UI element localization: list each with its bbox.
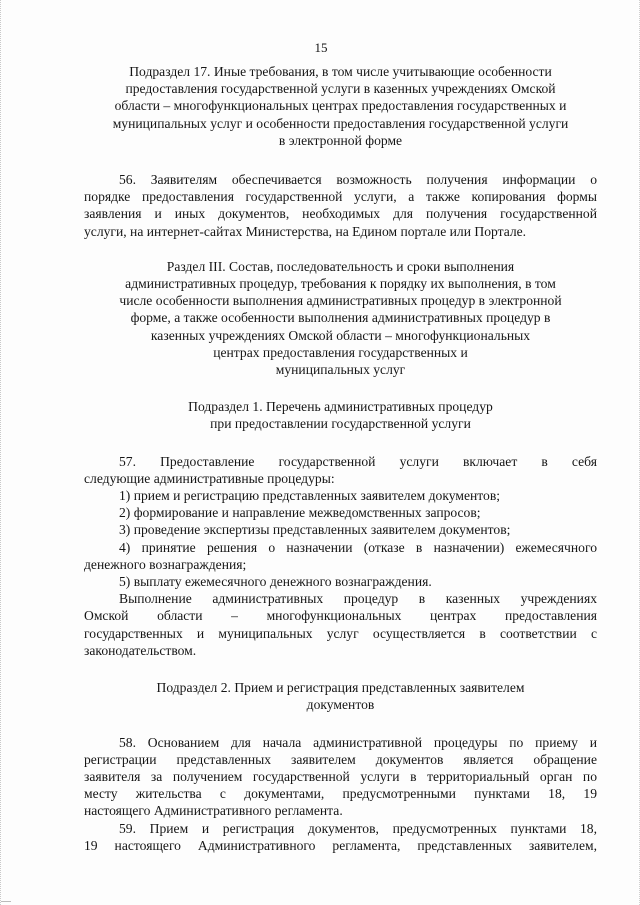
paragraph-line: государственных и муниципальных услуг осуществляется в соответствии с <box>84 625 597 641</box>
heading-line: форме, а также особенности выполнения административных процедур в <box>130 310 551 326</box>
page-number: 15 <box>314 40 328 55</box>
heading-line: числе особенности выполнения административных процедур в электронной <box>119 293 562 309</box>
paragraph-line: заявления и иных документов, необходимых для получения государственной <box>84 206 597 222</box>
paragraph-line: законодательством. <box>84 642 197 658</box>
section-3-heading <box>84 258 597 378</box>
paragraph-line: регистрации представленных заявителем документов является обращение <box>84 751 597 767</box>
heading-line: документов <box>306 697 375 713</box>
heading-line: Подраздел 1. Перечень административных процедур <box>188 399 493 415</box>
heading-line: административных процедур, требования к порядку их выполнения, в том <box>125 276 556 292</box>
heading-line: Раздел III. Состав, последовательность и сроки выполнения <box>166 258 515 274</box>
heading-line: области – многофункциональных центрах предоставления государственных и <box>114 98 567 114</box>
list-item: 1) прием и регистрацию представленных заявителем документов; <box>119 488 501 504</box>
subsection-2-heading <box>84 679 597 713</box>
paragraph-58 <box>84 734 597 820</box>
paragraph-line: Выполнение административных процедур в казенных учреждениях <box>119 591 597 607</box>
heading-line: Подраздел 17. Иные требования, в том числе учитывающие особенности <box>129 64 552 79</box>
paragraph-line: Омской области – многофункциональных центрах предоставления <box>84 608 597 624</box>
paragraph-line: месту жительства с документами, предусмотренными пунктами 18, 19 <box>84 786 597 802</box>
paragraph-line: порядке предоставления государственной услуги, а также копирования формы <box>84 189 597 205</box>
paragraph-line: услуги, на интернет-сайтах Министерства, на Едином портале или Портале. <box>84 223 527 239</box>
paragraph-56 <box>84 171 597 240</box>
subsection-17-heading <box>84 63 597 149</box>
paragraph-line: настоящего Административного регламента. <box>84 803 343 819</box>
document-body <box>84 63 597 854</box>
heading-line: муниципальных услуг <box>275 362 406 378</box>
paragraph-line: следующие административные процедуры: <box>84 470 335 486</box>
heading-line: казенных учреждениях Омской области – многофункциональных <box>150 327 531 343</box>
paragraph-line: заявителя за получением государственной услуги в территориальный орган по <box>84 768 597 784</box>
paragraph-line: 58. Основанием для начала административной процедуры по приему и <box>119 734 597 750</box>
list-item: 4) принятие решения о назначении (отказе в назначении) ежемесячного <box>119 539 597 555</box>
heading-line: при предоставлении государственной услуги <box>210 416 471 432</box>
heading-line: Подраздел 2. Прием и регистрация представленных заявителем <box>156 680 525 696</box>
scan-edge-mark <box>1 901 11 902</box>
heading-line: муниципальных услуг и особенности предоставления государственной услуги <box>112 115 569 131</box>
subsection-1-heading <box>84 398 597 432</box>
paragraph-line: 19 настоящего Административного регламента, представленных заявителем, <box>84 837 597 853</box>
list-item: 2) формирование и направление межведомственных запросов; <box>119 505 481 521</box>
heading-line: предоставления государственной услуги в казенных учреждениях Омской <box>125 81 556 97</box>
heading-line: в электронной форме <box>278 132 403 148</box>
list-item: 3) проведение экспертизы представленных заявителем документов; <box>119 522 511 538</box>
list-item: 5) выплату ежемесячного денежного вознаграждения. <box>119 574 432 590</box>
paragraph-line: 56. Заявителям обеспечивается возможность получения информации о <box>119 172 597 188</box>
list-item-continuation: денежного вознаграждения; <box>84 556 247 572</box>
heading-line: центрах предоставления государственных и <box>213 344 468 360</box>
paragraph-line: 57. Предоставление государственной услуги включает в себя <box>119 453 597 469</box>
paragraph-line: 59. Прием и регистрация документов, предусмотренных пунктами 18, <box>119 820 597 836</box>
paragraph-59 <box>84 820 597 854</box>
paragraph-57 <box>84 453 597 659</box>
